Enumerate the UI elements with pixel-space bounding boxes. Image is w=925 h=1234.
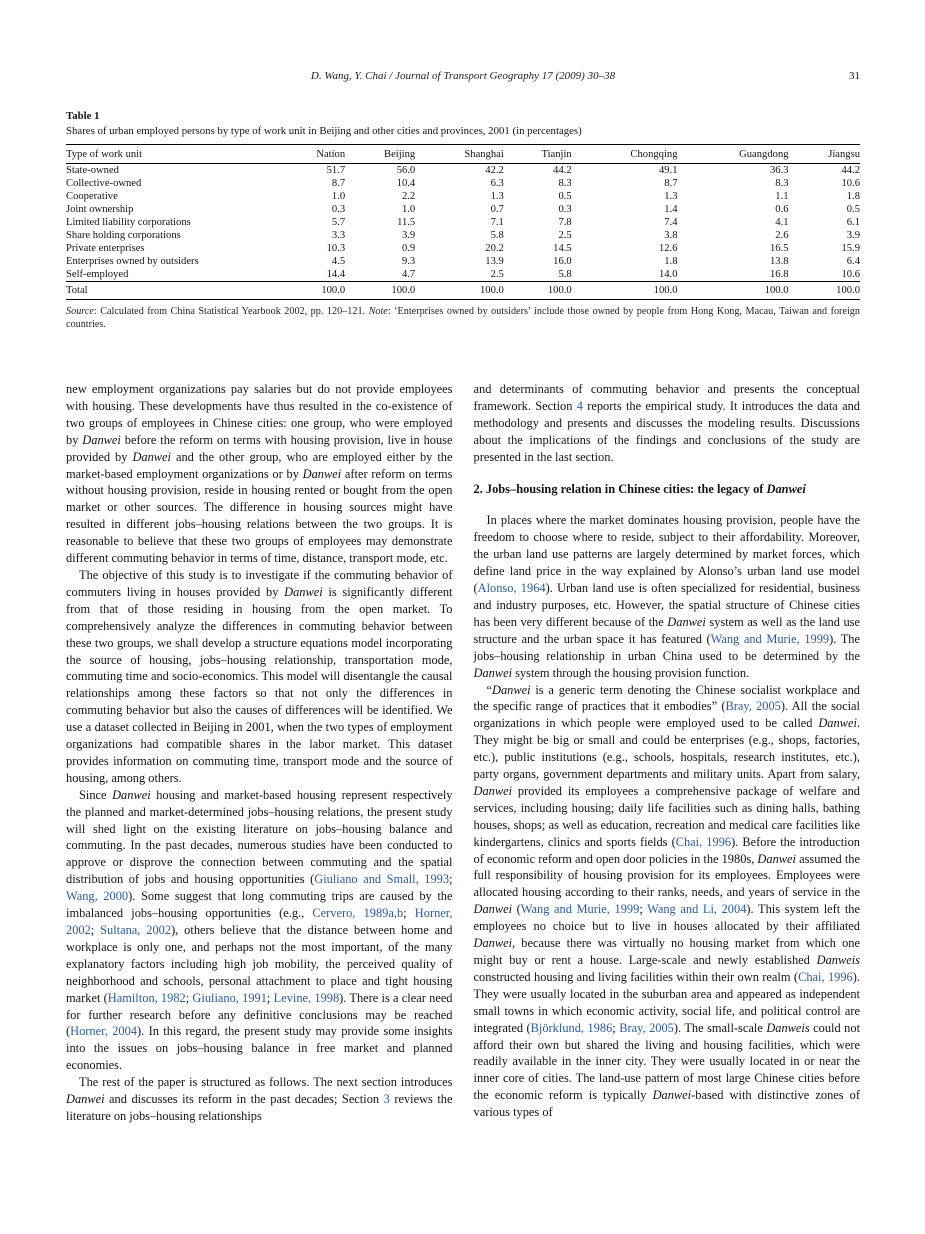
page-header bbox=[66, 70, 860, 86]
table-cell: 7.4 bbox=[664, 217, 678, 228]
text-segment: ). They were usually located in the suburban area and appeared as independent small towns in which economic activity, social life, and political control are integrated ( bbox=[473, 969, 860, 1035]
total-cell: 100.0 bbox=[678, 282, 789, 300]
table-cell: 1.8 bbox=[846, 191, 860, 202]
table-cell: 0.9 bbox=[401, 243, 416, 254]
text-segment: reviews the literature on jobs–housing relationships bbox=[66, 1092, 453, 1123]
table-header-row bbox=[66, 145, 860, 164]
column-header: Shanghai bbox=[415, 145, 504, 164]
text-segment: reports the empirical study. It introduces the data and methodology and presents and discusses the modeling results. Discussions about the implications of the findings and conclusions of the study are presented in the last section. bbox=[473, 398, 860, 464]
table-cell: Joint ownership bbox=[66, 204, 134, 215]
text-segment: ). Some suggest that long commuting trips are caused by the imbalanced jobs–housing opportunities (e.g., bbox=[66, 889, 453, 921]
citation-link[interactable]: Alonso, 1964 bbox=[477, 581, 546, 596]
column-header: Nation bbox=[280, 145, 345, 164]
table-row bbox=[66, 242, 860, 255]
table-cell: 2.5 bbox=[558, 230, 572, 241]
table-cell: 12.6 bbox=[658, 243, 678, 254]
table-cell: 13.8 bbox=[770, 256, 789, 267]
citation-link[interactable]: 4 bbox=[576, 398, 583, 413]
text-segment: Danwei bbox=[473, 665, 513, 680]
total-cell: 100.0 bbox=[572, 282, 678, 300]
table-cell: 5.7 bbox=[331, 217, 346, 228]
text-segment: 2. Jobs–housing relation in Chinese cities: the legacy of bbox=[473, 481, 767, 496]
text-segment: ). Before the introduction of economic reform and open door policies in the 1980s, bbox=[473, 834, 860, 866]
table-cell: 14.0 bbox=[658, 269, 678, 280]
table-total-row bbox=[66, 282, 860, 300]
table-cell: 3.9 bbox=[401, 230, 416, 241]
table-cell: 0.5 bbox=[558, 191, 572, 202]
table-cell: Limited liability corporations bbox=[66, 217, 191, 228]
text-segment: and the other group, who are employed either by the market-based employment organizations or by bbox=[66, 449, 453, 481]
table-cell: 7.1 bbox=[490, 217, 504, 228]
text-segment: Danwei bbox=[652, 1088, 692, 1103]
text-segment: ; bbox=[449, 872, 453, 887]
table-cell: 4.5 bbox=[331, 256, 346, 267]
paragraph bbox=[66, 1074, 453, 1125]
table-cell: 8.7 bbox=[664, 178, 678, 189]
text-segment: Danwei bbox=[473, 902, 513, 917]
table-row bbox=[66, 190, 860, 203]
citation-link[interactable]: Wang and Murie, 1999 bbox=[520, 902, 640, 917]
table-cell: 9.3 bbox=[401, 256, 416, 267]
table-cell: 16.8 bbox=[770, 269, 789, 280]
citation-link[interactable]: Wang and Murie, 1999 bbox=[710, 631, 830, 646]
citation-link[interactable]: Cervero, 1989a,b bbox=[312, 906, 404, 921]
table-cell: Cooperative bbox=[66, 191, 118, 202]
text-segment: -based with distinctive zones of various types of bbox=[473, 1088, 860, 1120]
citation-link[interactable]: Bray, 2005 bbox=[725, 699, 781, 714]
table-cell: 11.5 bbox=[397, 217, 416, 228]
table-label: Table 1 bbox=[66, 110, 100, 122]
citation-link[interactable]: Giuliano and Small, 1993 bbox=[314, 872, 450, 887]
table-cell: 15.9 bbox=[841, 243, 860, 254]
text-segment: : ‘Enterprises owned by outsiders’ include those owned by people from Hong Kong, Macau, Taiwan and foreign countries. bbox=[66, 306, 860, 330]
text-segment: . They might be big or small and could be enterprises (e.g., shops, factories, etc.), public institutions (e.g., schools, hospitals, research institutes, etc.), party organs, government departments and military units. Apart from salary, bbox=[473, 716, 860, 782]
table-caption: Shares of urban employed persons by type of work unit in Beijing and other cities and provinces, 2001 (in percentages) bbox=[66, 125, 582, 137]
text-segment: and discusses its reform in the past decades; Section bbox=[104, 1092, 384, 1107]
table-cell: 8.3 bbox=[775, 178, 789, 189]
text-segment: Danwei bbox=[473, 936, 513, 951]
text-segment: “ bbox=[486, 682, 492, 697]
total-cell: 100.0 bbox=[345, 282, 415, 300]
text-segment: : Calculated from China Statistical Yearbook 2002, pp. 120–121. bbox=[93, 306, 369, 317]
table-cell: 14.5 bbox=[553, 243, 572, 254]
total-cell: 100.0 bbox=[504, 282, 572, 300]
text-segment: ; bbox=[266, 990, 274, 1005]
text-segment: ). The small-scale bbox=[673, 1020, 767, 1035]
table-row bbox=[66, 203, 860, 216]
text-segment: assumed the full responsibility of housing provision for its employees. Employees were allocated housing according to their ranks, needs, and years of service in the bbox=[473, 851, 860, 900]
table-cell: 10.4 bbox=[396, 178, 416, 189]
table-cell: 1.8 bbox=[664, 256, 678, 267]
citation-link[interactable]: Chai, 1996 bbox=[798, 969, 853, 984]
table-cell: Private enterprises bbox=[66, 243, 145, 254]
table-cell: 0.5 bbox=[846, 204, 860, 215]
text-segment: ; bbox=[185, 990, 193, 1005]
table-cell: 1.3 bbox=[664, 191, 678, 202]
text-segment: Note bbox=[368, 306, 388, 317]
table-cell: 16.5 bbox=[770, 243, 789, 254]
text-segment: Danwei bbox=[667, 614, 706, 629]
text-segment: The objective of this study is to investigate if the commuting behavior of commuters living in houses provided by bbox=[66, 567, 453, 599]
column-header: Type of work unit bbox=[66, 145, 280, 164]
table-cell: 2.6 bbox=[775, 230, 789, 241]
table-cell: Collective-owned bbox=[66, 178, 142, 189]
text-segment: system as well as the land use structure and the urban space it has featured ( bbox=[473, 614, 860, 646]
paragraph bbox=[66, 567, 453, 787]
table-cell: 36.3 bbox=[770, 165, 789, 176]
text-segment: Danwei bbox=[284, 584, 323, 599]
table-cell: 51.7 bbox=[326, 165, 346, 176]
table-row bbox=[66, 216, 860, 229]
text-segment: , because there was virtually no housing market from which one might buy or rent a house. Large-scale and newly established bbox=[473, 936, 860, 967]
text-segment: Danweis bbox=[816, 953, 860, 967]
text-segment: and determinants of commuting behavior and presents the conceptual framework. Section bbox=[473, 382, 860, 413]
table-cell: 1.3 bbox=[490, 191, 504, 202]
table-cell: 1.4 bbox=[664, 204, 678, 215]
citation-link[interactable]: Wang and Li, 2004 bbox=[647, 902, 747, 917]
table-cell: 6.4 bbox=[846, 256, 860, 267]
column-header: Guangdong bbox=[678, 145, 789, 164]
table-row bbox=[66, 177, 860, 190]
text-segment: ; bbox=[90, 923, 101, 937]
table-row bbox=[66, 164, 860, 178]
text-segment: constructed housing and living facilities within their own realm ( bbox=[473, 969, 799, 984]
text-segment: Danwei bbox=[757, 851, 796, 866]
citation-link[interactable]: Wang, 2000 bbox=[66, 889, 129, 904]
column-header: Jiangsu bbox=[789, 145, 860, 164]
text-segment: Danwei bbox=[132, 449, 171, 464]
text-segment: provided its employees a comprehensive package of welfare and services, including housing; daily life facilities such as dining halls, bathing houses, shops; as well as education, recreation and medical care facilities like kindergartens, clinics and sports fields ( bbox=[473, 783, 860, 849]
text-segment: system through the housing provision function. bbox=[512, 665, 750, 680]
table-cell: 49.1 bbox=[658, 165, 678, 176]
table-cell: 5.8 bbox=[490, 230, 504, 241]
table-cell: 10.6 bbox=[841, 269, 860, 280]
citation-link[interactable]: Sultana, 2002 bbox=[100, 923, 172, 937]
text-segment: Danwei bbox=[492, 682, 531, 697]
paragraph bbox=[474, 381, 861, 466]
table-cell: 4.7 bbox=[401, 269, 416, 280]
table-cell: 1.1 bbox=[775, 191, 789, 202]
table-row bbox=[66, 268, 860, 282]
text-segment: ; bbox=[403, 906, 415, 921]
table-cell: 56.0 bbox=[396, 165, 416, 176]
paragraph bbox=[474, 682, 861, 1122]
paragraph bbox=[66, 381, 453, 567]
body-columns bbox=[66, 381, 860, 1125]
text-segment: housing and market-based housing represent respectively the planned and market-determined jobs–housing relations, the present study will shed light on the existing literature on jobs–housing balance and commuting. In the past decades, numerous studies have been conducted to approve or disprove the connection between commuting and the spatial distribution of jobs and housing opportunities ( bbox=[66, 787, 453, 887]
journal-page bbox=[66, 0, 860, 1125]
text-segment: before the reform on terms with housing provision, live in house provided by bbox=[66, 432, 453, 464]
citation-link[interactable]: Hamilton, 1982 bbox=[107, 990, 186, 1005]
table-cell: 8.3 bbox=[558, 178, 572, 189]
text-segment: Danwei bbox=[473, 783, 513, 798]
table-cell: 0.3 bbox=[558, 204, 572, 215]
text-segment: is a generic term denoting the Chinese socialist workplace and the specific range of practices that it embodies” ( bbox=[473, 682, 860, 714]
table-cell: 44.2 bbox=[553, 165, 572, 176]
table-cell: State-owned bbox=[66, 165, 119, 176]
paragraph bbox=[66, 787, 453, 1074]
text-segment: new employment organizations pay salaries but do not provide employees with housing. These developments have thus resulted in the co-existence of two groups of employees in Chinese cities: one group, who were employed by bbox=[66, 382, 453, 447]
text-segment: Danwei bbox=[302, 466, 342, 481]
table-cell: 8.7 bbox=[331, 178, 346, 189]
table-cell: 10.6 bbox=[841, 178, 860, 189]
text-segment: ; bbox=[612, 1020, 620, 1035]
text-segment: Danwei bbox=[82, 432, 121, 447]
text-segment: ). There is a clear need for further research before any definitive conclusions may be reached ( bbox=[66, 990, 453, 1039]
text-segment: ( bbox=[512, 902, 521, 917]
table-cell: 3.3 bbox=[331, 230, 346, 241]
table-cell: Share holding corporations bbox=[66, 230, 181, 241]
text-segment: Danwei bbox=[766, 481, 806, 496]
table-cell: 6.1 bbox=[846, 217, 860, 228]
table-cell: Enterprises owned by outsiders bbox=[66, 256, 199, 267]
citation-link[interactable]: Giuliano, 1991 bbox=[192, 990, 267, 1005]
column-header: Tianjin bbox=[504, 145, 572, 164]
table-cell: 20.2 bbox=[485, 243, 504, 254]
citation-link[interactable]: Levine, 1998 bbox=[273, 990, 340, 1005]
text-segment: after reform on terms without housing provision, reside in housing rented or bought from the open market or other sources. The difference in housing sources might have resulted in different jobs–housing relations between the two groups. It is reasonable to believe that these two groups of employees may demonstrate different commuting behavior in terms of time, distance, transport mode, etc. bbox=[66, 466, 453, 566]
page-number: 31 bbox=[849, 70, 860, 82]
total-cell: 100.0 bbox=[415, 282, 504, 300]
table-row bbox=[66, 255, 860, 268]
table-cell: 3.8 bbox=[664, 230, 678, 241]
total-cell: 100.0 bbox=[789, 282, 860, 300]
text-segment: Source bbox=[66, 306, 94, 317]
text-segment: could not afford their own but shared the living and housing facilities, which were readily available in the inner city. They were usually located in or near the inner core of cities. The land-use pattern of most large Chinese cities before the economic reform is typically bbox=[473, 1020, 861, 1103]
table-cell: 13.9 bbox=[485, 256, 504, 267]
table-cell: 16.0 bbox=[553, 256, 572, 267]
table-cell: 7.8 bbox=[558, 217, 572, 228]
text-segment: Danweis bbox=[766, 1020, 810, 1035]
text-segment: ). In this regard, the present study may provide some insights into the issues on jobs–housing balance in free market and planned economies. bbox=[66, 1024, 453, 1073]
citation-link[interactable]: Bray, 2005 bbox=[619, 1020, 674, 1035]
table-cell: 1.0 bbox=[331, 191, 346, 202]
section-heading bbox=[474, 481, 861, 498]
citation-link[interactable]: Horner, 2004 bbox=[70, 1024, 137, 1039]
text-segment: is significantly different from that of those residing in housing from the open market. To comprehensively analyze the differences in commuting behavior between these two groups, we shall develop a structure equations model incorporating the source of housing, jobs–housing relationship, transportation mode, commuting time and socio-economics. This model will disentangle the causal relationships among these factors so that not only the differences in commuting behavior but also the causes of differences will be identified. We use a dataset collected in Beijing in 2001, when the two types of employment organizations had compatible shares in the labor market. This dataset provides information on commuting time, transport mode and the source of housing, among others. bbox=[66, 584, 453, 785]
table-cell: 5.8 bbox=[558, 269, 572, 280]
text-segment: ; bbox=[639, 902, 648, 917]
table-row bbox=[66, 229, 860, 242]
table-cell: 10.3 bbox=[326, 243, 346, 254]
table-cell: Self-employed bbox=[66, 269, 129, 280]
citation-link[interactable]: Björklund, 1986 bbox=[530, 1020, 613, 1035]
table-cell: 6.3 bbox=[490, 178, 504, 189]
citation-link[interactable]: Chai, 1996 bbox=[675, 834, 732, 849]
table-cell: 4.1 bbox=[775, 217, 789, 228]
column-header: Beijing bbox=[345, 145, 415, 164]
table-cell: 44.2 bbox=[841, 165, 860, 176]
citation-link[interactable]: Horner, 2002 bbox=[66, 906, 453, 937]
body-left-column bbox=[66, 381, 453, 1125]
table-cell: 0.3 bbox=[331, 204, 346, 215]
paragraph bbox=[474, 512, 861, 681]
table-cell: 0.7 bbox=[490, 204, 504, 215]
text-segment: ). All the social organizations in which people were employed used to be called bbox=[473, 699, 861, 731]
text-segment: ). The jobs–housing relationship in urban China used to be determined by the bbox=[473, 631, 860, 663]
table-cell: 14.4 bbox=[326, 269, 346, 280]
body-right-column bbox=[474, 381, 861, 1125]
data-table bbox=[66, 144, 860, 300]
table-cell: 3.9 bbox=[846, 230, 860, 241]
text-segment: Danwei bbox=[112, 787, 151, 802]
total-cell: Total bbox=[66, 282, 280, 300]
citation-link[interactable]: 3 bbox=[383, 1092, 390, 1107]
text-segment: Danwei bbox=[818, 716, 857, 731]
table-cell: 1.0 bbox=[401, 204, 416, 215]
table-cell: 42.2 bbox=[485, 165, 504, 176]
table-cell: 2.2 bbox=[401, 191, 416, 202]
table-footnote bbox=[66, 306, 860, 331]
text-segment: The rest of the paper is structured as follows. The next section introduces bbox=[79, 1075, 453, 1090]
text-segment: In places where the market dominates housing provision, people have the freedom to choose where to reside, subject to their affordability. Moreover, the urban land use patterns are largely determined by market forces, which define land price in the way explained by Alonso’s urban land use model ( bbox=[473, 513, 860, 596]
text-segment: Danwei bbox=[66, 1092, 105, 1107]
table-cell: 0.6 bbox=[775, 204, 789, 215]
table-cell: 2.5 bbox=[490, 269, 504, 280]
total-cell: 100.0 bbox=[280, 282, 345, 300]
text-segment: ). This system left the employees no choice but to live in houses allocated by their affiliated bbox=[473, 902, 860, 934]
text-segment: Since bbox=[79, 787, 113, 802]
running-title: D. Wang, Y. Chai / Journal of Transport Geography 17 (2009) 30–38 bbox=[310, 70, 616, 82]
text-segment: ), others believe that the distance between home and workplace is only one, and perhaps not the most important, of the many explanatory factors including high job mobility, the perceived quality of neighborhood and schools, personal attachment to place and tight housing market ( bbox=[66, 923, 453, 1005]
text-segment: ). Urban land use is often specialized for residential, business and industry purposes, etc. However, the spatial structure of Chinese cities has been very different because of the bbox=[473, 581, 860, 629]
column-header: Chongqing bbox=[572, 145, 678, 164]
